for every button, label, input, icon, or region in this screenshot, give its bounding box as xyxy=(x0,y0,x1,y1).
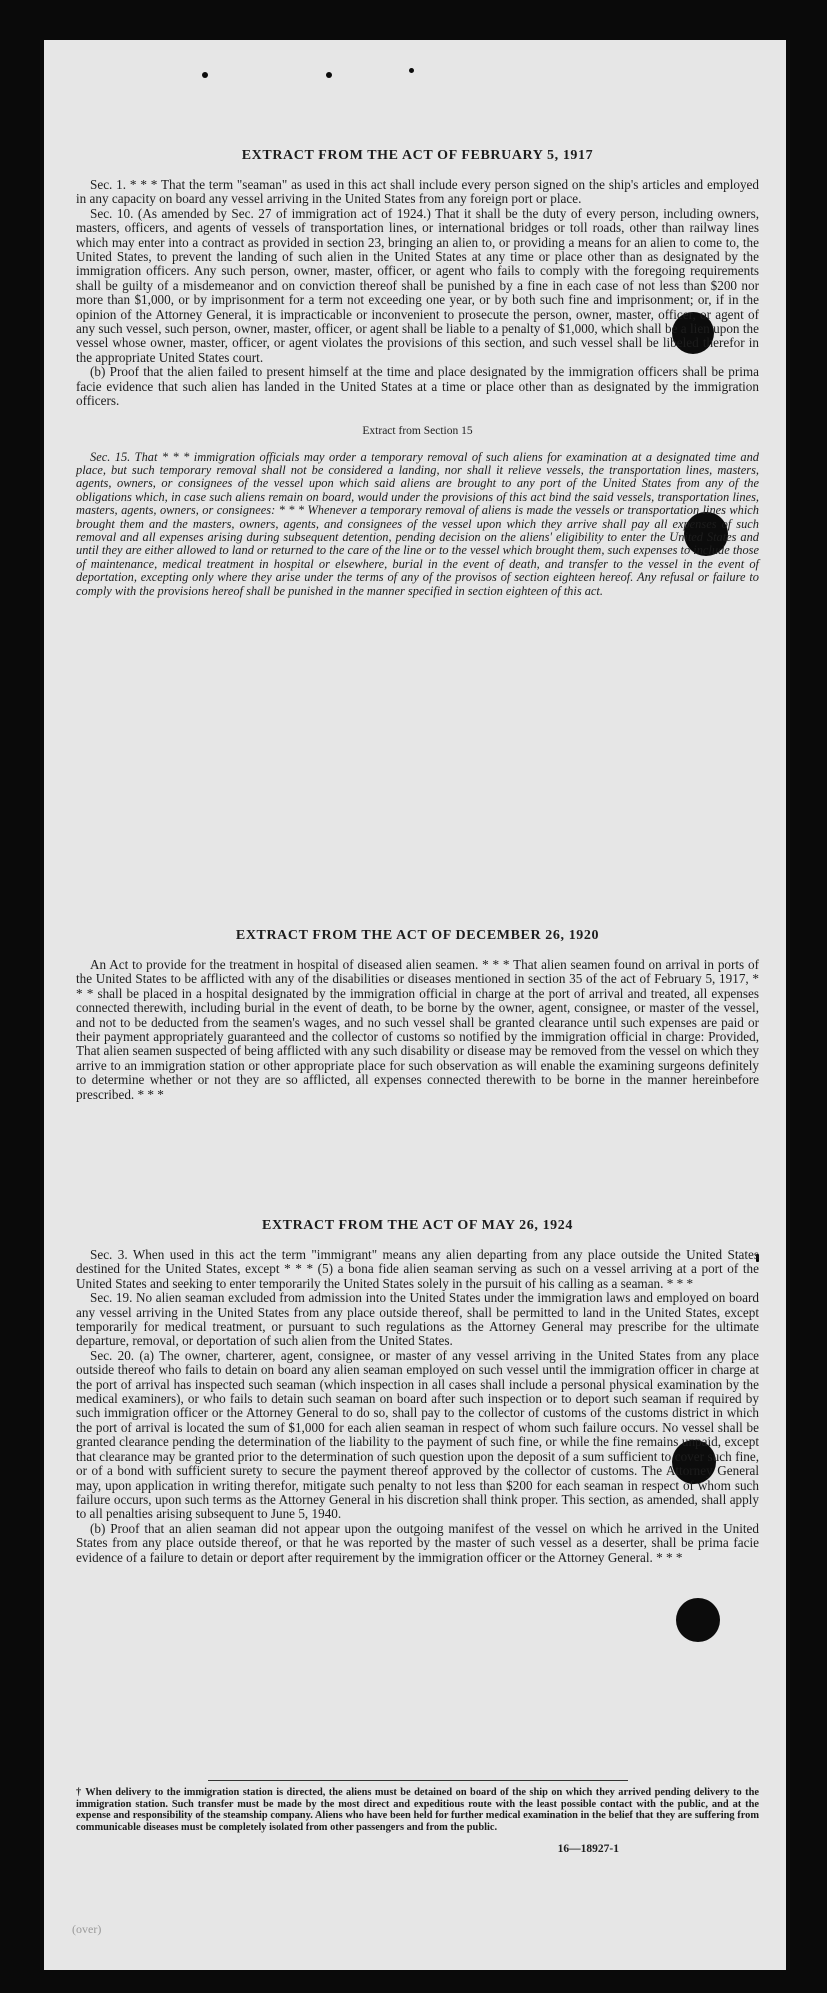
footnote-text: † When delivery to the immigration station is directed, the aliens must be detained on board of the ship on which they arrived pending delivery to the immigration station. Such transfer must be made by the most direct and expeditious route with the least possible contact with the public, and at the expense and responsibility of the steamship company. Aliens who have been held for further medical examination in the belief that they are suffering from communicable diseases must be completely isolated from other passengers and from the public. xyxy=(76,1787,759,1833)
footnote-rule xyxy=(208,1780,628,1781)
sec-10b-paragraph: (b) Proof that the alien failed to present himself at the time and place designated by the immigration officers shall be prima facie evidence that such alien has landed in the United States at a time or place other than as designated by the immigration officers. xyxy=(76,364,759,409)
heading-act-1917: EXTRACT FROM THE ACT OF FEBRUARY 5, 1917 xyxy=(241,148,594,163)
heading-act-1924: EXTRACT FROM THE ACT OF MAY 26, 1924 xyxy=(262,1218,573,1233)
sec-15-paragraph: Sec. 15. That * * * immigration officials may order a temporary removal of such aliens for examination at a designated time and place, but such temporary removal shall not be considered a landing, nor shall it relieve vessels, the transportation lines, masters, agents, owners, or consignees of the vessel upon which said aliens are brought to any port of the United States from any of the obligations which, in case such aliens remain on board, would under the provisions of this act bind the said vessels, transportation lines, masters, agents, owners, or consignees: * * * Whenever a temporary removal of aliens is made the vessels or transportation lines which brought them and the masters, owners, agents, and consignees of the vessel upon which they arrive shall pay all expenses of such removal and all expenses arising during subsequent detention, pending decision on the aliens' eligibility to enter the United States and until they are either allowed to land or returned to the care of the line or to the vessel which brought them, such expenses to include those of maintenance, medical treatment in hospital or elsewhere, burial in the event of death, and transfer to the vessel in the event of deportation, excepting only where they arise under the terms of any of the provisos of section eighteen hereof. Any refusal or failure to comply with the provisions hereof shall be punished in the manner specified in section eighteen of this act. xyxy=(76,449,759,598)
act-1917-section xyxy=(76,148,759,598)
document-page xyxy=(44,40,786,1970)
sec-20b-paragraph: (b) Proof that an alien seaman did not appear upon the outgoing manifest of the vessel on which he arrived in the United States from any place outside thereof, or that he was reported by the master of such vessel as a deserter, shall be prima facie evidence of a failure to detain or deport after requirement by the immigration officer or the Attorney General. * * * xyxy=(76,1520,759,1565)
act-1920-paragraph: An Act to provide for the treatment in hospital of diseased alien seamen. * * * That alien seamen found on arrival in ports of the United States to be afflicted with any of the disabilities or diseases mentioned in section 35 of the act of February 5, 1917, * * * shall be placed in a hospital designated by the immigration official in charge at the port of arrival and treated, all expenses connected therewith, including burial in the event of death, to be borne by the owner, agent, consignee, or master of the vessel, and not to be deducted from the seamen's wages, and no such vessel shall be granted clearance until such expenses are paid or their payment appropriately guaranteed and the collector of customs so notified by the immigration official in charge: Provided, That alien seamen suspected of being afflicted with any such disability or disease may be removed from the vessel on which they arrive to an immigration station or other appropriate place for such observation as will enable the examining surgeons definitely to determine whether or not they are so afflicted, all expenses connected therewith to be borne in the manner hereinbefore prescribed. * * * xyxy=(76,957,759,1102)
form-code: 16—18927-1 xyxy=(557,1843,619,1856)
sec-20-paragraph: Sec. 20. (a) The owner, charterer, agent, consignee, or master of any vessel arriving in the United States from any place outside thereof who fails to detain on board any alien seaman employed on such vessel until the immigration officer in charge at the port of arrival has inspected such seaman (which inspection in all cases shall include a personal physical examination by the medical examiners), or who fails to detain such seaman on board after such inspection or to deport such seaman if required by such immigration officer or the Attorney General to do so, shall pay to the collector of customs of the customs district in which the port of arrival is located the sum of $1,000 for each alien seaman in respect of whom such failure occurs. No vessel shall be granted clearance pending the determination of the liability to the payment of such fine, or while the fine remains unpaid, except that clearance may be granted prior to the determination of such question upon the deposit of a sum sufficient to cover such fine, or of a bond with sufficient surety to secure the payment thereof approved by the collector of customs. The Attorney General may, upon application in writing therefor, mitigate such penalty to not less than $200 for each seaman in respect of whom such failure occurs, upon such terms as the Attorney General in his discretion shall think proper. This section, as amended, shall apply to all penalties arising subsequent to June 5, 1940. xyxy=(76,1347,759,1522)
sec-10-paragraph: Sec. 10. (As amended by Sec. 27 of immigration act of 1924.) That it shall be the duty of every person, including owners, masters, officers, and agents of vessels of transportation lines, or international bridges or toll roads, other than railway lines which may enter into a contract as provided in section 23, bringing an alien to, or providing a means for an alien to come to, the United States, to prevent the landing of such alien in the United States at any time or place other than as designated by the immigration officers. Any such person, owner, master, officer, or agent who fails to comply with the foregoing requirements shall be guilty of a misdemeanor and on conviction thereof shall be punished by a fine in each case of not less than $200 nor more than $1,000, or by imprisonment for a term not exceeding one year, or by both such fine and imprisonment; or, if in the opinion of the Attorney General, it is impracticable or inconvenient to prosecute the person, owner, master, officer, or agent of any such vessel, such person, owner, master, officer, or agent shall be liable to a penalty of $1,000, which shall be a lien upon the vessel whose owner, master, officer, or agent violates the provisions of this section, and such vessel shall be libeled therefor in the appropriate United States court. xyxy=(76,205,759,365)
footnote-block xyxy=(76,1780,759,1855)
punch-dot xyxy=(326,72,332,78)
act-1924-section xyxy=(76,1218,759,1565)
sec-3-paragraph: Sec. 3. When used in this act the term "immigrant" means any alien departing from any place outside the United States destined for the United States, except * * * (5) a bona fide alien seaman serving as such on a vessel arriving at a port of the United States and seeking to enter temporarily the United States solely in the pursuit of his calling as a seaman. * * * xyxy=(76,1247,759,1291)
sec-1-paragraph: Sec. 1. * * * That the term "seaman" as used in this act shall include every person signed on the ship's articles and employed in any capacity on board any vessel arriving in the United States from any foreign port or place. xyxy=(76,177,759,207)
sec-19-paragraph: Sec. 19. No alien seaman excluded from admission into the United States under the immigration laws and employed on board any vessel arriving in the United States from any place outside thereof, shall be permitted to land in the United States, except temporarily for medical treatment, or pursuant to such regulations as the Attorney General may prescribe for the ultimate departure, removal, or deportation of such alien from the United States. xyxy=(76,1290,759,1349)
heading-act-1920: EXTRACT FROM THE ACT OF DECEMBER 26, 1920 xyxy=(235,928,600,943)
heading-section-15: Extract from Section 15 xyxy=(362,424,473,437)
redaction-dot xyxy=(676,1598,720,1642)
punch-dot xyxy=(202,72,208,78)
punch-dot xyxy=(409,68,414,73)
over-stamp: (over) xyxy=(72,1922,102,1936)
act-1920-section xyxy=(76,928,759,1102)
